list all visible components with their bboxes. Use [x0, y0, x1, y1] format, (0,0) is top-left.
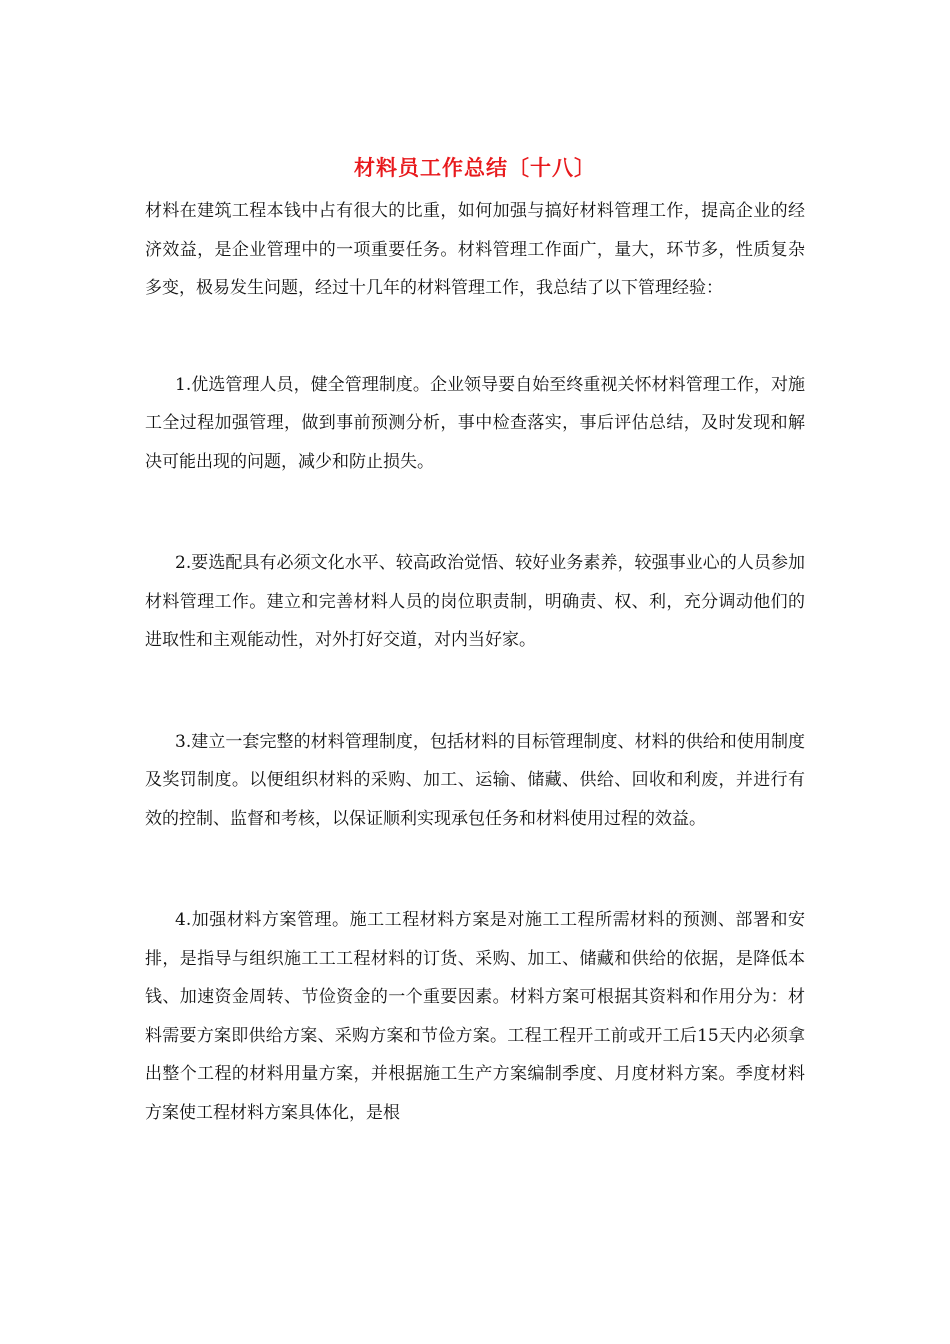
document-body — [145, 192, 805, 1195]
document-title: 材料员工作总结〔十八〕 — [354, 155, 596, 180]
list-item-1: 1.优选管理人员，健全管理制度。企业领导要自始至终重视关怀材料管理工作，对施工全过程加强管理，做到事前预测分析，事中检查落实，事后评估总结，及时发现和解决可能出现的问题，减少和防止损失。 — [145, 374, 805, 472]
intro-paragraph: 材料在建筑工程本钱中占有很大的比重，如何加强与搞好材料管理工作，提高企业的经济效益，是企业管理中的一项重要任务。材料管理工作面广，量大，环节多，性质复杂多变，极易发生问题，经过十几年的材料管理工作，我总结了以下管理经验： — [145, 201, 805, 298]
list-item-3: 3.建立一套完整的材料管理制度，包括材料的目标管理制度、材料的供给和使用制度及奖罚制度。以便组织材料的采购、加工、运输、储藏、供给、回收和利废，并进行有效的控制、监督和考核，以保证顺利实现承包任务和材料使用过程的效益。 — [145, 731, 805, 829]
list-item-2: 2.要选配具有必须文化水平、较高政治觉悟、较好业务素养，较强事业心的人员参加材料管理工作。建立和完善材料人员的岗位职责制，明确责、权、利，充分调动他们的进取性和主观能动性，对外打好交道，对内当好家。 — [145, 553, 805, 650]
list-item-4: 4.加强材料方案管理。施工工程材料方案是对施工工程所需材料的预测、部署和安排，是指导与组织施工工工程材料的订货、采购、加工、储藏和供给的依据，是降低本钱、加速资金周转、节俭资金的一个重要因素。材料方案可根据其资料和作用分为：材料需要方案即供给方案、采购方案和节俭方案。工程工程开工前或开工后15天内必须拿出整个工程的材料用量方案，并根据施工生产方案编制季度、月度材料方案。季度材料方案使工程材料方案具体化，是根 — [145, 910, 805, 1123]
